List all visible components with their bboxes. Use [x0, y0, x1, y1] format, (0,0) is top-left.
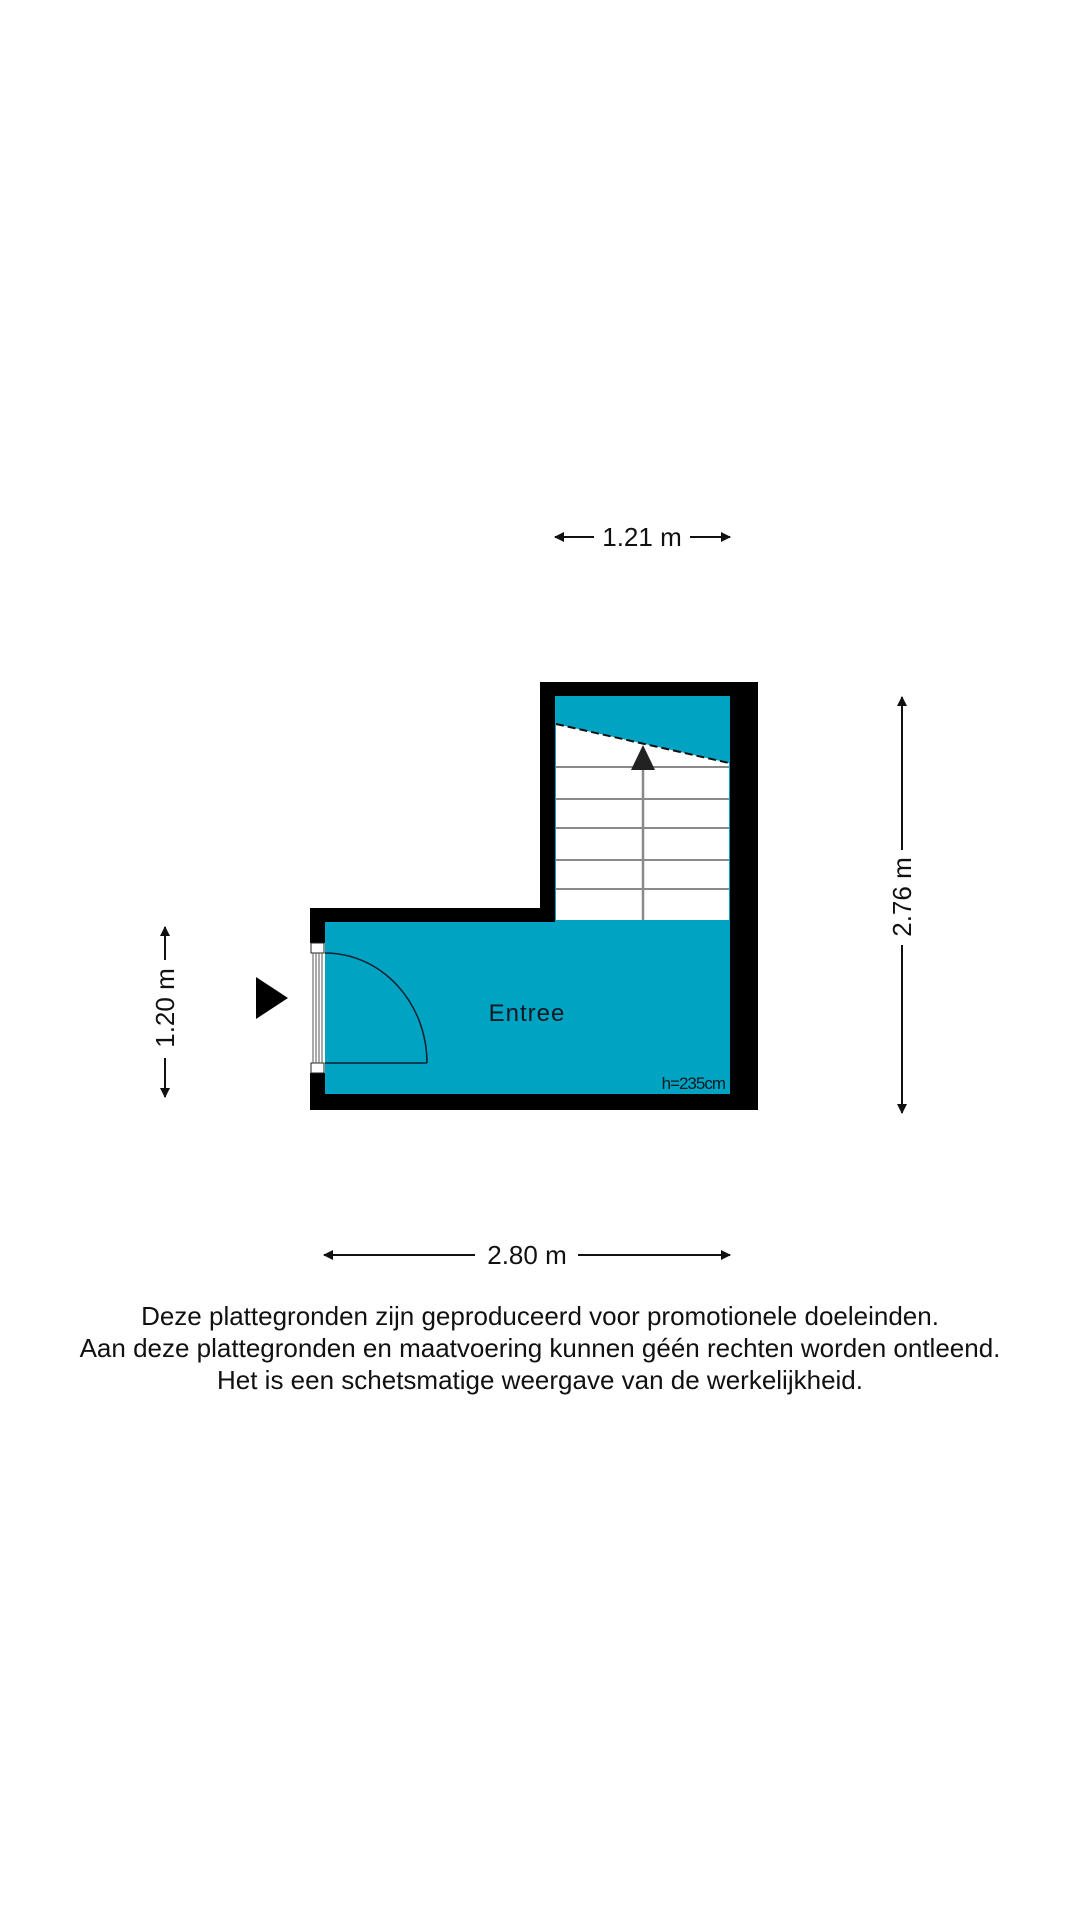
dimension-top-label: 1.21 m	[602, 522, 682, 552]
dimension-right-label: 2.76 m	[887, 857, 917, 937]
disclaimer-line: Deze plattegronden zijn geproduceerd voor promotionele doeleinden.	[141, 1301, 939, 1331]
disclaimer	[0, 1300, 1080, 1396]
dimension-left-label: 1.20 m	[150, 968, 180, 1048]
room-height-label: h=235cm	[661, 1074, 725, 1093]
dimension-top	[555, 522, 730, 552]
dimension-left	[150, 927, 180, 1097]
dimension-right	[887, 697, 917, 1113]
dimension-bottom	[324, 1240, 730, 1270]
entrance-arrow-icon	[256, 977, 288, 1019]
room-label-entree: Entree	[488, 1000, 566, 1027]
dimension-bottom-label: 2.80 m	[487, 1240, 567, 1270]
disclaimer-line: Het is een schetsmatige weergave van de werkelijkheid.	[216, 1365, 863, 1395]
disclaimer-line: Aan deze plattegronden en maatvoering kunnen géén rechten worden ontleend.	[79, 1333, 1001, 1363]
